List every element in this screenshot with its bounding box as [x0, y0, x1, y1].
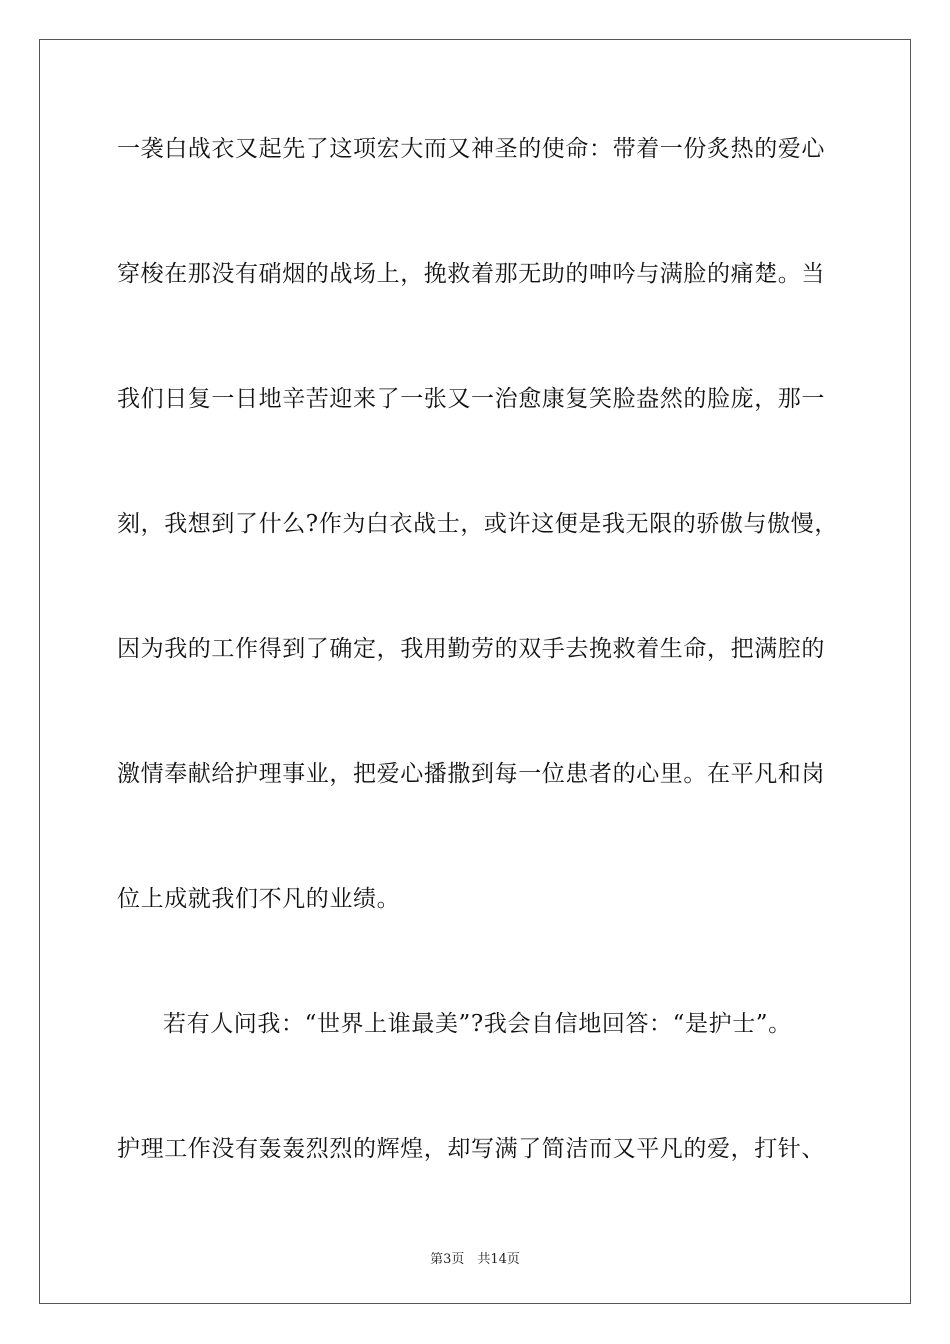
- text-line-5: 因为我的工作得到了确定，我用勤劳的双手去挽救着生命，把满腔的: [117, 636, 825, 662]
- text-line-6: 激情奉献给护理事业，把爱心播撒到每一位患者的心里。在平凡和岗: [117, 761, 825, 787]
- text-line-3: 我们日复一日地辛苦迎来了一张又一治愈康复笑脸盎然的脸庞，那一: [117, 386, 825, 412]
- text-line-8-paragraph-start: 若有人问我：“世界上谁最美”?我会自信地回答：“是护士”。: [163, 1011, 792, 1037]
- page-border: [39, 39, 911, 1304]
- text-line-9: 护理工作没有轰轰烈烈的辉煌，却写满了简洁而又平凡的爱，打针、: [117, 1136, 825, 1162]
- text-line-7: 位上成就我们不凡的业绩。: [117, 886, 401, 912]
- text-line-4: 刻，我想到了什么?作为白衣战士，或许这便是我无限的骄傲与傲慢，: [117, 511, 838, 537]
- page-number-footer: 第3页 共14页: [430, 1252, 520, 1267]
- text-line-2: 穿梭在那没有硝烟的战场上，挽救着那无助的呻吟与满脸的痛楚。当: [117, 261, 825, 287]
- text-line-1: 一袭白战衣又起先了这项宏大而又神圣的使命：带着一份炙热的爱心: [117, 136, 825, 162]
